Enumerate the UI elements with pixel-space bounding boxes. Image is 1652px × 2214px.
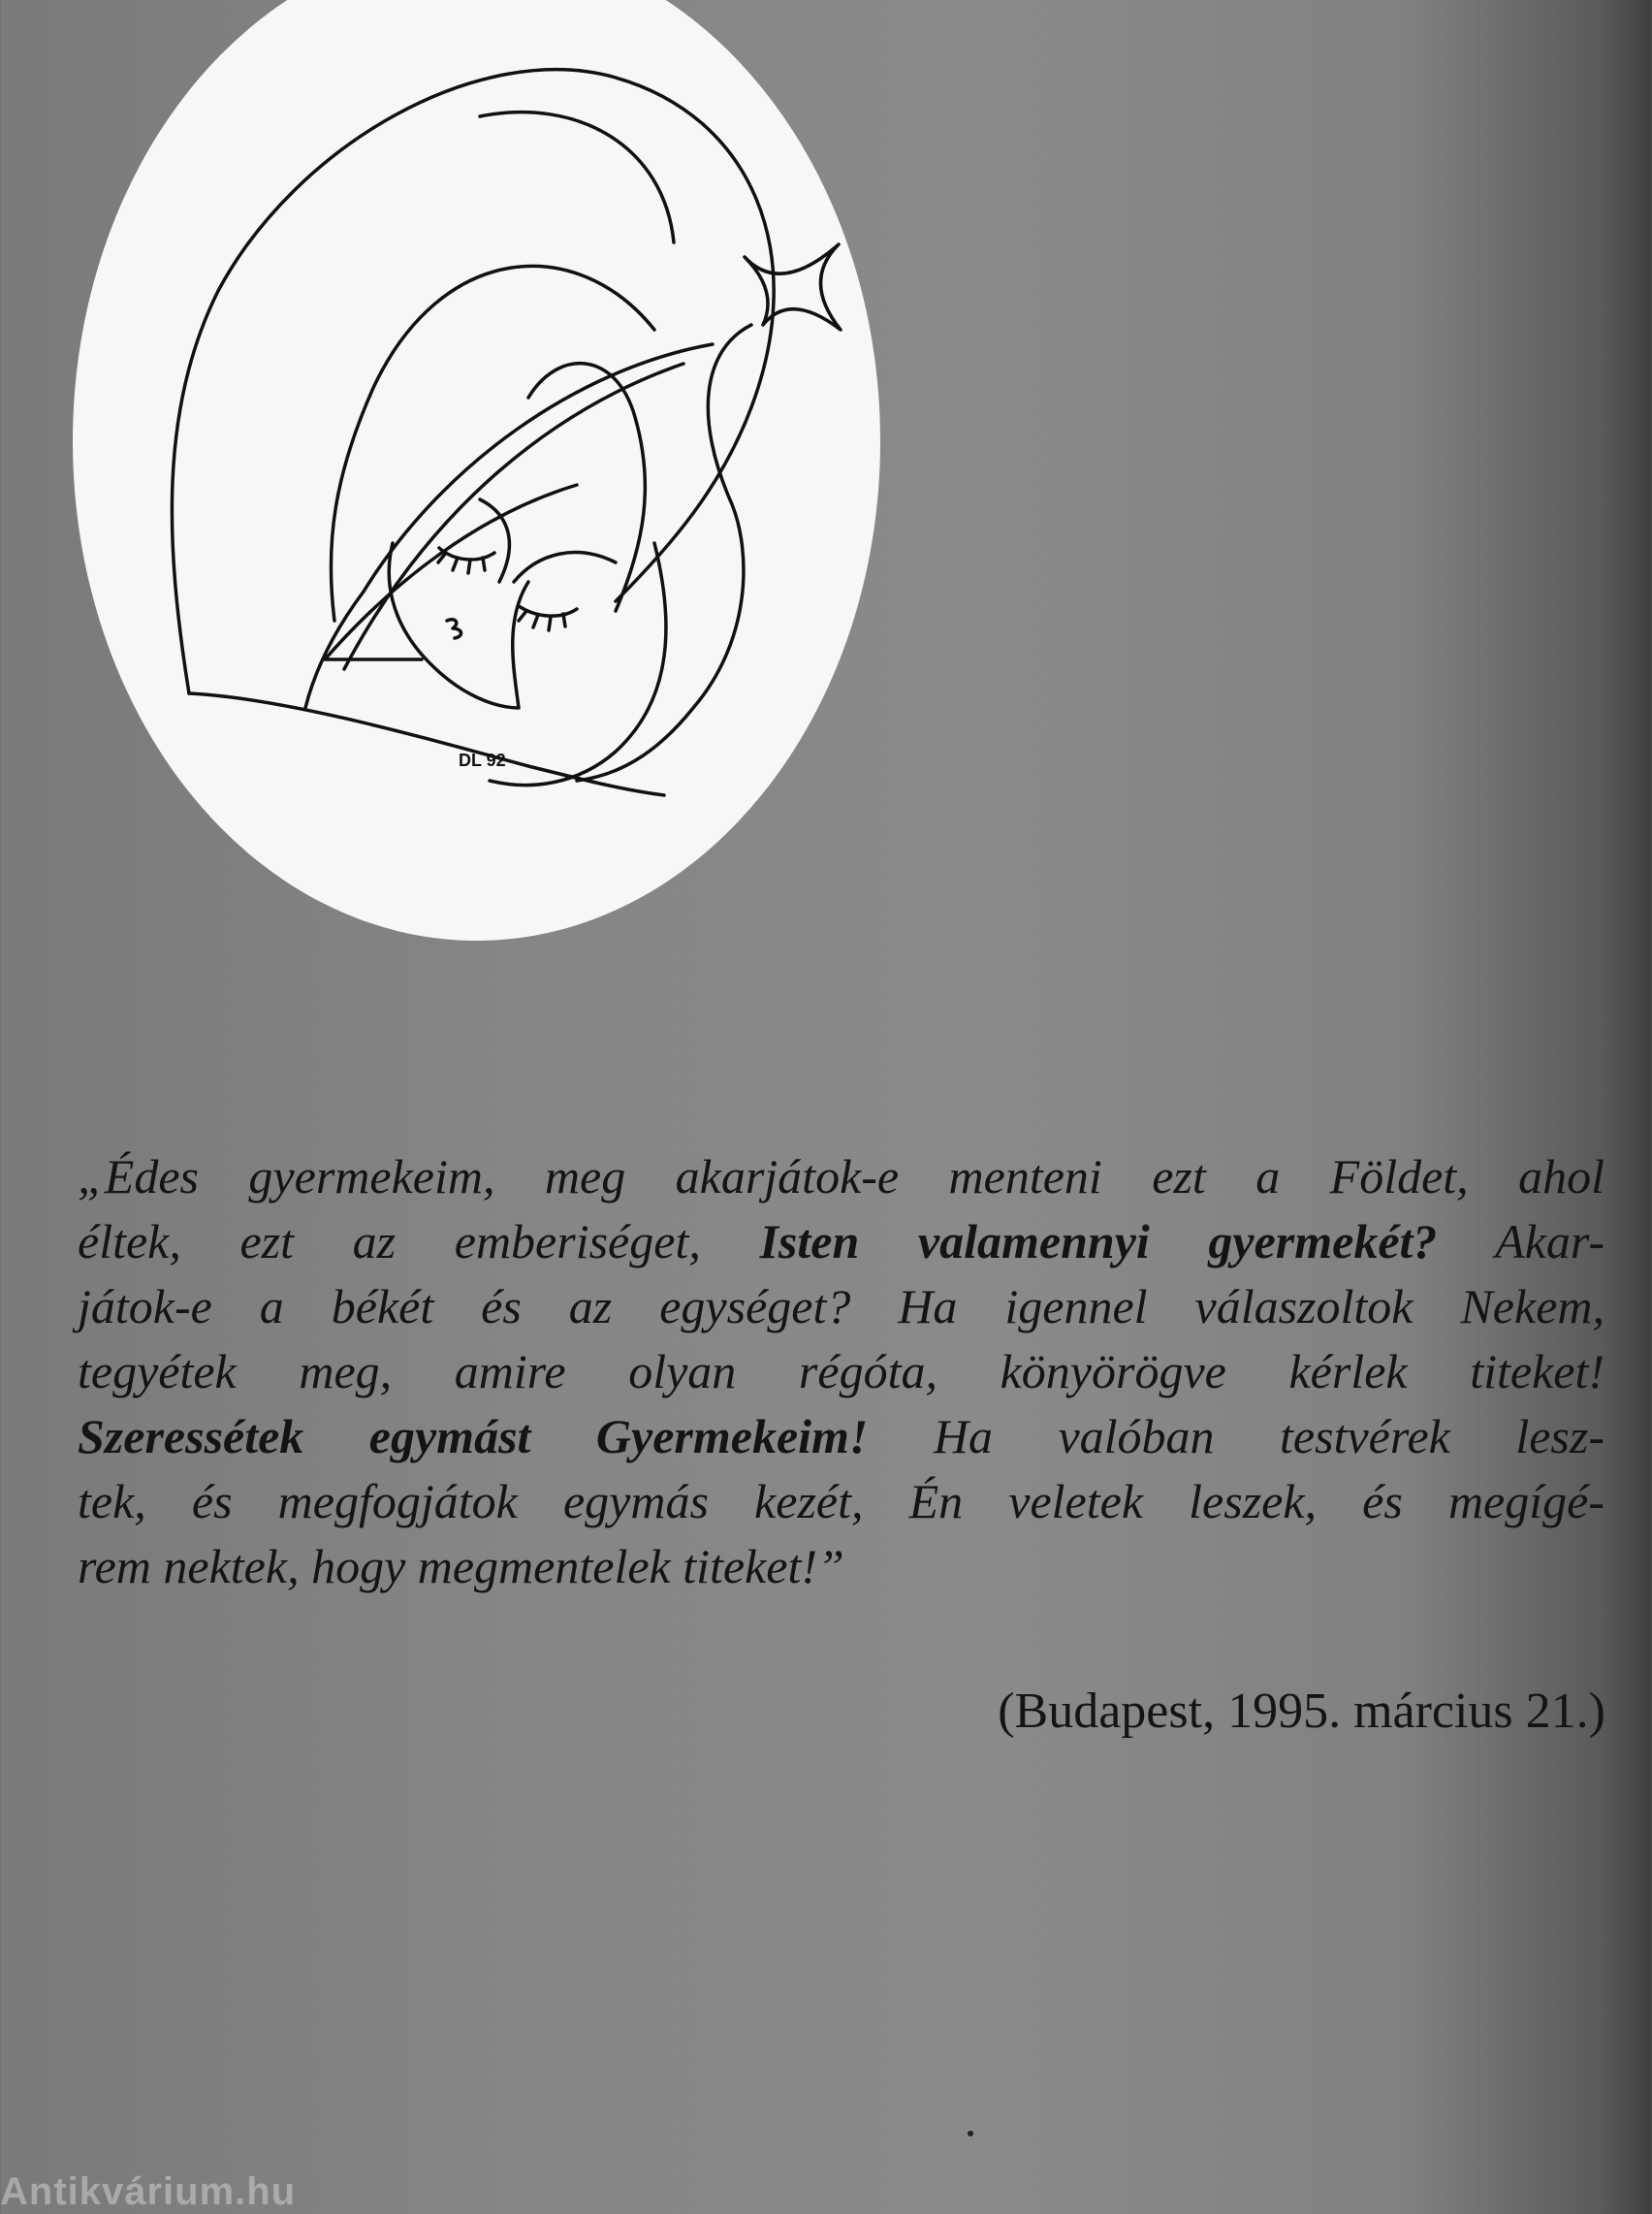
quote-line-2-a: éltek, ezt az emberiséget, xyxy=(78,1214,760,1268)
quote-emphasis-1: Isten valamennyi gyermekét? xyxy=(759,1214,1438,1268)
quote-line-7: rem nektek, hogy megmentelek titeket!” xyxy=(78,1539,844,1593)
quote-text xyxy=(78,1144,1604,1599)
quote-line-5 xyxy=(78,1404,1604,1469)
dateline: (Budapest, 1995. március 21.) xyxy=(998,1684,1605,1739)
watermark: Antikvárium.hu xyxy=(0,2170,297,2213)
quote-line-5-b: Ha valóban testvérek lesz- xyxy=(868,1409,1604,1463)
signature: DL 92 xyxy=(459,751,506,770)
quote-line-3: játok-e a békét és az egységet? Ha igennel válaszoltok Nekem, xyxy=(78,1279,1604,1333)
quote-line-4: tegyétek meg, amire olyan régóta, könyörögve kérlek titeket! xyxy=(78,1344,1604,1398)
quote-line-2 xyxy=(78,1209,1604,1274)
quote-line-6: tek, és megfogjátok egymás kezét, Én veletek leszek, és megígé- xyxy=(78,1474,1604,1528)
quote-line-1: „Édes gyermekeim, meg akarjátok-e menteni ezt a Földet, ahol xyxy=(78,1149,1604,1203)
quote-line-2-c: Akar- xyxy=(1437,1214,1604,1268)
quote-emphasis-2: Szeressétek egymást Gyermekeim! xyxy=(78,1409,869,1463)
madonna-line-drawing xyxy=(73,0,880,941)
speck xyxy=(968,2131,973,2136)
